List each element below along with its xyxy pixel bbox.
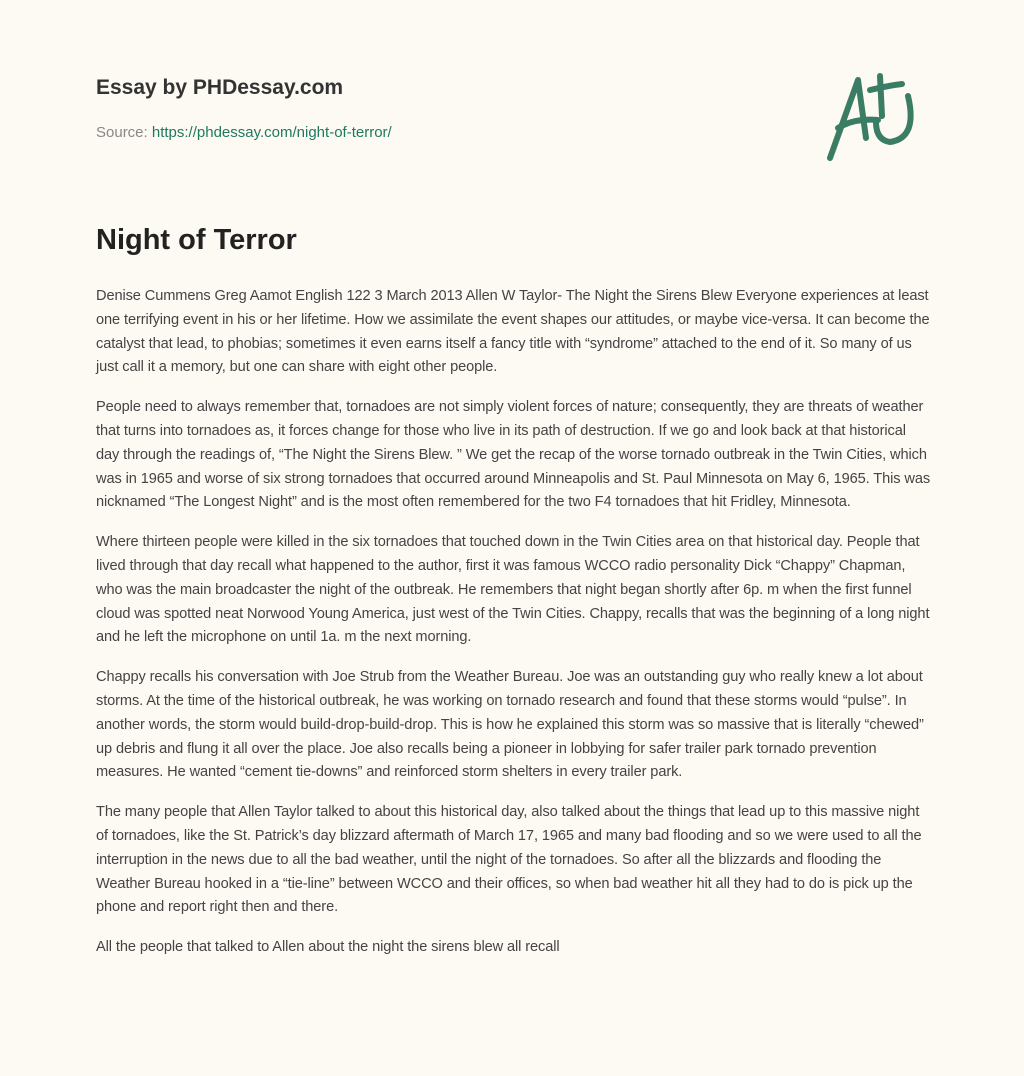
article-body: [96, 285, 932, 976]
source-label: Source:: [96, 124, 148, 141]
a-plus-logo-icon: [820, 66, 930, 166]
source-line: [96, 124, 392, 141]
article-paragraph: The many people that Allen Taylor talked to about this historical day, also talked about the things that lead up to this massive night of tornadoes, like the St. Patrick’s day blizzard aftermath of March 17, 1965 and many bad flooding and so we were used to all the interruption in the news due to all the bad weather, until the night of the tornadoes. So after all the blizzards and flooding the Weather Bureau hooked in a “tie-line” between WCCO and their offices, so when bad weather hit all they had to do is pick up the phone and report right then and there.: [96, 804, 922, 916]
article-title: Night of Terror: [96, 224, 297, 256]
article-paragraph: Denise Cummens Greg Aamot English 122 3 March 2013 Allen W Taylor- The Night the Sirens Blew Everyone experiences at least one terrifying event in his or her lifetime. How we assimilate the event shapes our attitudes, or maybe vice-versa. It can become the catalyst that lead, to phobias; sometimes it even earns itself a fancy title with “syndrome” attached to the end of it. So many of us just call it a memory, but one can share with eight other people.: [96, 288, 930, 376]
article-paragraph: All the people that talked to Allen about the night the sirens blew all recall: [96, 939, 560, 956]
article-paragraph: Chappy recalls his conversation with Joe Strub from the Weather Bureau. Joe was an outstanding guy who really knew a lot about storms. At the time of the historical outbreak, he was working on tornado research and found that these storms would “pulse”. In another words, the storm would build-drop-build-drop. This is how he explained this storm was so massive that is literally “chewed” up debris and flung it all over the place. Joe also recalls being a pioneer in lobbying for safer trailer park tornado prevention measures. He wanted “cement tie-downs” and reinforced storm shelters in every trailer park.: [96, 669, 924, 781]
article-paragraph: People need to always remember that, tornadoes are not simply violent forces of nature; consequently, they are threats of weather that turns into tornadoes as, it forces change for those who live in its path of destruction. If we go and look back at that historical day through the readings of, “The Night the Sirens Blew. ” We get the recap of the worse tornado outbreak in the Twin Cities, which was in 1965 and worse of six strong tornadoes that occurred around Minneapolis and St. Paul Minnesota on May 6, 1965. This was nicknamed “The Longest Night” and is the most often remembered for the two F4 tornadoes that hit Fridley, Minnesota.: [96, 399, 931, 511]
site-brand: Essay by PHDessay.com: [96, 76, 344, 99]
article-paragraph: Where thirteen people were killed in the six tornadoes that touched down in the Twin Cities area on that historical day. People that lived through that day recall what happened to the author, first it was famous WCCO radio personality Dick “Chappy” Chapman, who was the main broadcaster the night of the outbreak. He remembers that night began shortly after 6p. m when the first funnel cloud was spotted neat Norwood Young America, just west of the Twin Cities. Chappy, recalls that was the beginning of a long night and he left the microphone on until 1a. m the next morning.: [96, 534, 930, 646]
source-link[interactable]: https://phdessay.com/night-of-terror/: [151, 124, 392, 141]
